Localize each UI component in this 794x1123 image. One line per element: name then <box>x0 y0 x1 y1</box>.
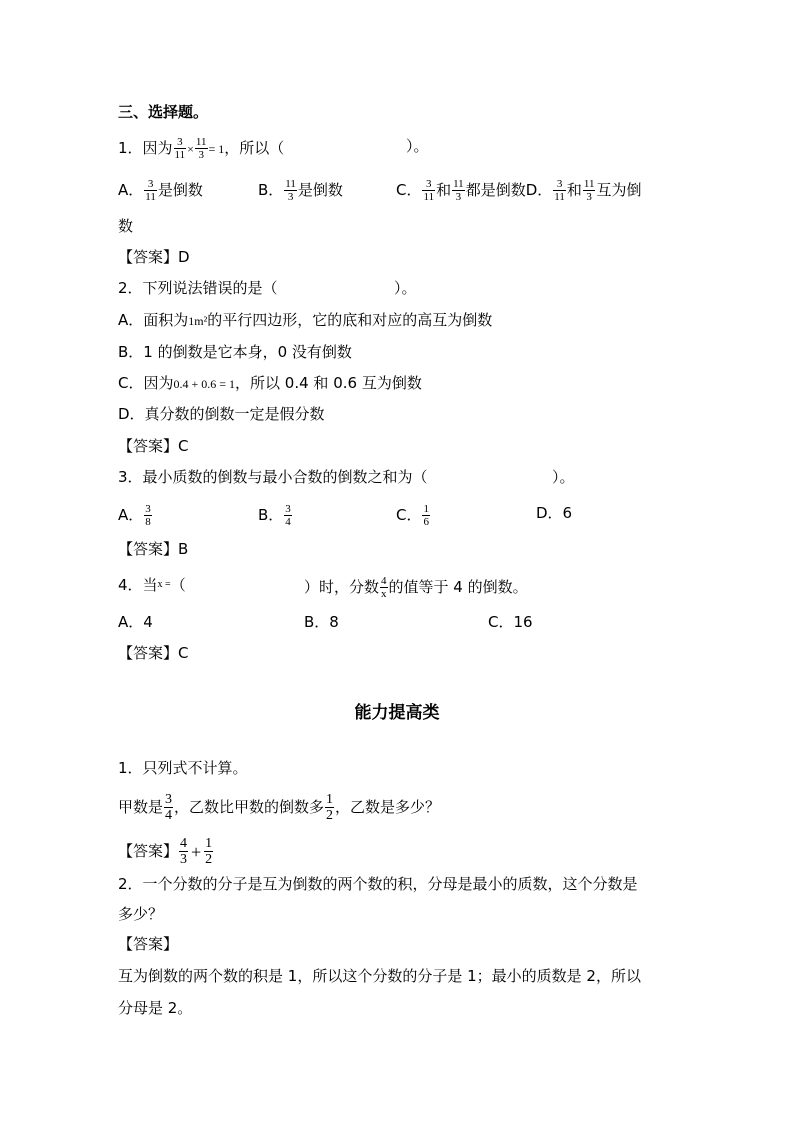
question-3-option-d: D．6 <box>536 504 573 522</box>
question-1-stem: 1．因为 $\frac{3}{11}$ × $\frac{11}{3}$ = 1，所以（ <box>118 136 285 161</box>
question-4-stem-right: ）时，分数 $\frac{4}{x}$ 的值等于 4 的倒数。 <box>304 575 528 600</box>
question-1-option-a: A． $\frac{3}{11}$ 是倒数 <box>118 178 203 203</box>
fraction: $\frac{1}{6}$ <box>423 503 429 528</box>
question-1-option-d-wrap: 数 <box>118 217 134 235</box>
fraction: $\frac{3}{4}$ <box>165 792 173 823</box>
fraction: $\frac{3}{11}$ <box>145 178 156 203</box>
question-1-close: ）。 <box>406 137 429 155</box>
fraction: $\frac{4}{x}$ <box>381 575 387 600</box>
fraction: $\frac{3}{11}$ <box>174 136 186 161</box>
question-2-option-c: C．因为0.4 + 0.6 = 1，所以 0.4 和 0.6 互为倒数 <box>118 374 422 392</box>
question-1-answer: 【答案】D <box>118 248 190 266</box>
fraction: $\frac{11}{3}$ <box>195 136 207 161</box>
fraction: $\frac{11}{3}$ <box>583 178 595 203</box>
section-heading: 三、选择题。 <box>118 103 209 121</box>
fraction: $\frac{4}{3}$ <box>180 836 188 867</box>
question-1-option-c: C． $\frac{3}{11}$ 和 $\frac{11}{3}$ 都是倒数D． $\frac{3}{11}$ 和 $\frac{11}{3}$ 互为倒 <box>396 178 642 203</box>
problem-1-answer: 【答案】 $\frac{4}{3}$ + $\frac{1}{2}$ <box>118 836 213 867</box>
section-2-title: 能力提高类 <box>354 703 440 723</box>
question-4-option-a: A．4 <box>118 613 153 631</box>
question-2-option-b: B．1 的倒数是它本身，0 没有倒数 <box>118 343 352 361</box>
question-3-option-a: A． $\frac{3}{8}$ <box>118 503 151 528</box>
fraction: $\frac{3}{8}$ <box>145 503 151 528</box>
fraction: $\frac{3}{11}$ <box>554 178 565 203</box>
question-2-answer: 【答案】C <box>118 437 189 455</box>
fraction: $\frac{1}{2}$ <box>326 792 334 823</box>
question-4-option-c: C．16 <box>488 613 533 631</box>
fraction: $\frac{11}{3}$ <box>285 178 296 203</box>
question-2-option-d: D．真分数的倒数一定是假分数 <box>118 405 325 423</box>
question-4-answer: 【答案】C <box>118 644 189 662</box>
fraction: $\frac{1}{2}$ <box>205 836 213 867</box>
problem-2-stem-line-1: 2．一个分数的分子是互为倒数的两个数的积，分母是最小的质数，这个分数是 <box>118 875 638 893</box>
question-2-option-a: A．面积为1m²的平行四边形，它的底和对应的高互为倒数 <box>118 311 493 329</box>
question-2-stem: 2．下列说法错误的是（ <box>118 279 278 297</box>
question-3-option-b: B． $\frac{3}{4}$ <box>258 503 291 528</box>
question-2-close: ）。 <box>394 279 417 297</box>
problem-2-stem-line-2: 多少？ <box>118 905 164 923</box>
problem-1-stem: 1．只列式不计算。 <box>118 759 248 777</box>
problem-2-answer-line-1: 互为倒数的两个数的积是 1，所以这个分数的分子是 1；最小的质数是 2，所以 <box>118 967 641 985</box>
question-3-answer: 【答案】B <box>118 540 189 558</box>
question-1-option-b: B． $\frac{11}{3}$ 是倒数 <box>258 178 343 203</box>
fraction: $\frac{3}{4}$ <box>285 503 291 528</box>
question-4-option-b: B．8 <box>304 613 339 631</box>
question-3-close: ）。 <box>552 468 575 486</box>
problem-2-answer-line-2: 分母是 2。 <box>118 999 193 1017</box>
question-4-stem: 4．当$^{x =}$（ <box>118 576 186 594</box>
question-3-stem: 3．最小质数的倒数与最小合数的倒数之和为（ <box>118 468 428 486</box>
problem-1-line-2: 甲数是 $\frac{3}{4}$ ，乙数比甲数的倒数多 $\frac{1}{2}$ ，乙数是多少？ <box>118 792 441 823</box>
fraction: $\frac{11}{3}$ <box>453 178 464 203</box>
fraction: $\frac{3}{11}$ <box>423 178 435 203</box>
problem-2-answer-label: 【答案】 <box>118 935 179 953</box>
question-3-option-c: C． $\frac{1}{6}$ <box>396 503 429 528</box>
